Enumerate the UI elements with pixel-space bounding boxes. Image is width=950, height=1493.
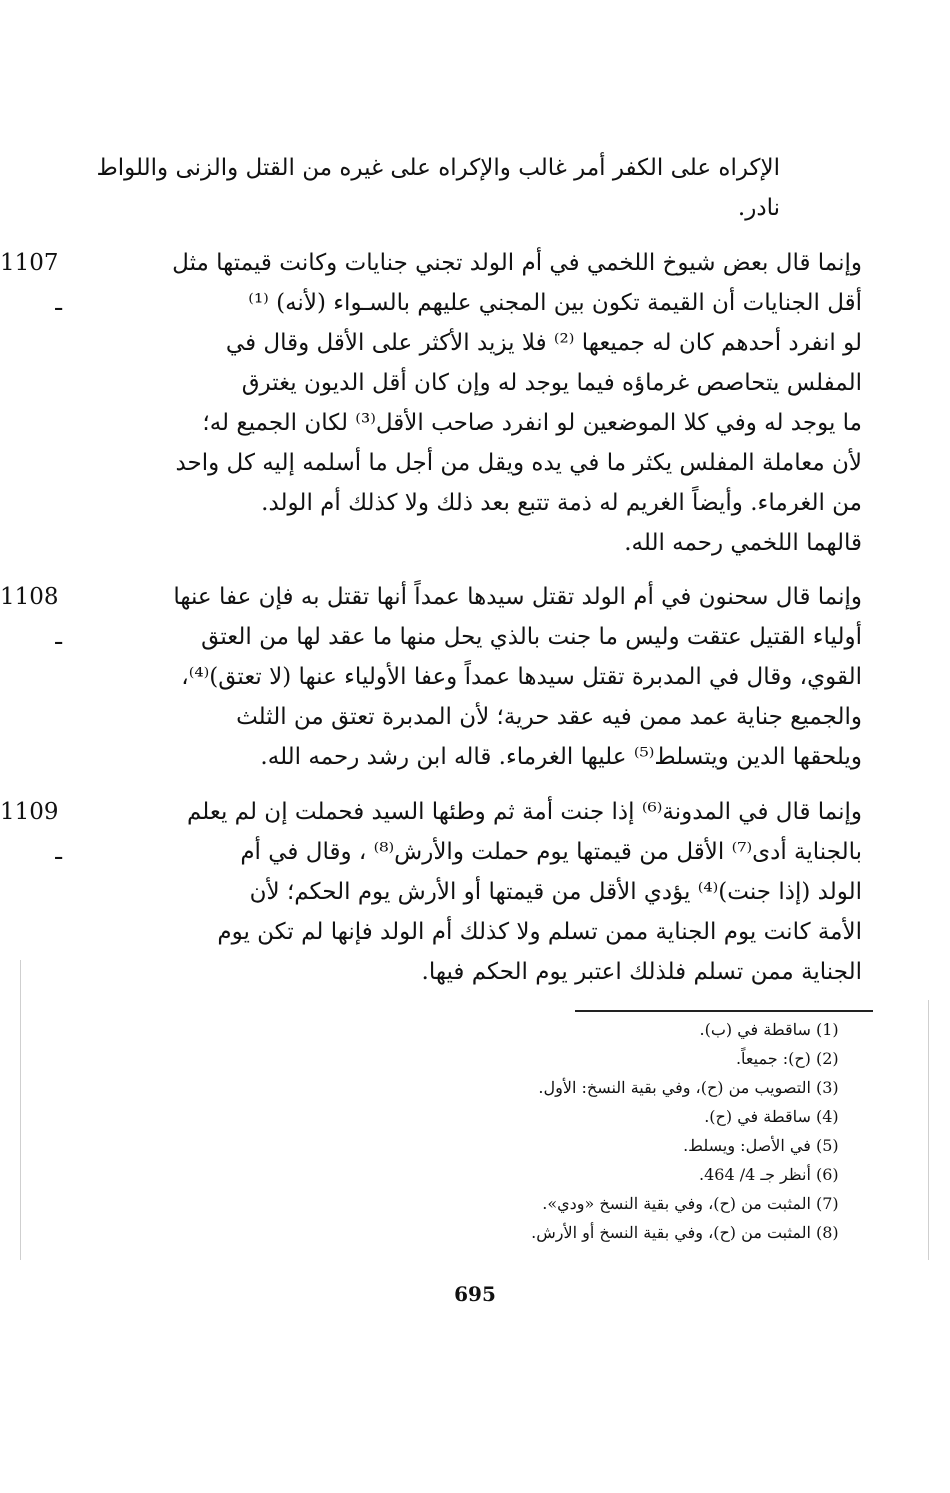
footnote-text: ساقطة في (ب). <box>699 1020 811 1039</box>
text-line: وإنما قال سحنون في أم الولد تقتل سيدها عمداً أنها تقتل به فإن عفا عنها <box>173 584 862 610</box>
page-number: 695 <box>454 1282 496 1306</box>
text-line: نادر. <box>737 195 780 221</box>
footnote-text: ساقطة في (ح). <box>704 1107 811 1126</box>
footnote <box>430 1044 850 1073</box>
text-line: وإنما قال في المدونة⁽⁶⁾ إذا جنت أمة ثم وطئها السيد فحملت إن لم يعلم <box>186 799 862 825</box>
text-line: من الغرماء. وأيضاً الغريم له ذمة تتبع بعد ذلك ولا كذلك أم الولد. <box>261 490 862 516</box>
text-line: القوي، وقال في المدبرة تقتل سيدها عمداً وعفا الأولياء عنها (لا تعتق)⁽⁴⁾، <box>181 664 862 690</box>
footnote-text: في الأصل: ويسلط. <box>683 1136 811 1155</box>
footnote-text: (ح): جميعاً. <box>735 1049 811 1068</box>
text-line: لو انفرد أحدهم كان له جميعها ⁽²⁾ فلا يزيد الأكثر على الأقل وقال في <box>225 330 862 356</box>
footnote <box>430 1015 850 1044</box>
text-line: قالهما اللخمي رحمه الله. <box>624 530 862 556</box>
paragraph-number: 1108 ـ <box>0 584 62 650</box>
scan-edge-line <box>20 960 21 1260</box>
footnote <box>430 1131 850 1160</box>
footnote-number: (1) <box>816 1020 839 1039</box>
footnote-text: التصويب من (ح)، وفي بقية النسخ: الأول. <box>538 1078 811 1097</box>
text-line: الجناية ممن تسلم فلذلك اعتبر يوم الحكم فيها. <box>421 959 862 985</box>
footnote-text: أنظر جـ 4/ 464. <box>698 1165 811 1184</box>
text-line: الأمة كانت يوم الجناية ممن تسلم ولا كذلك أم الولد فإنها لم تكن يوم <box>217 919 862 945</box>
intro-paragraph <box>96 148 780 228</box>
text-line: الإكراه على الكفر أمر غالب والإكراه على غيره من القتل والزنى واللواط <box>96 155 780 181</box>
footnote-text: المثبت من (ح)، وفي بقية النسخ أو الأرش. <box>531 1223 811 1242</box>
text-line: وإنما قال بعض شيوخ اللخمي في أم الولد تجني جنايات وكانت قيمتها مثل <box>172 250 862 276</box>
footnote-number: (7) <box>816 1194 839 1213</box>
footnote-number: (2) <box>816 1049 839 1068</box>
footnote-separator <box>575 1010 873 1012</box>
footnote <box>430 1160 850 1189</box>
text-line: لأن معاملة المفلس يكثر ما في يده ويقل من أجل ما أسلمه إليه كل واحد <box>175 450 862 476</box>
text-line: ما يوجد له وفي كلا الموضعين لو انفرد صاحب الأقل⁽³⁾ لكان الجميع له؛ <box>202 410 862 436</box>
footnote-number: (3) <box>816 1078 839 1097</box>
text-line: والجميع جناية عمد ممن فيه عقد حرية؛ لأن المدبرة تعتق من الثلث <box>236 704 862 730</box>
paragraph-1108 <box>0 577 862 777</box>
text-line: الولد (إذا جنت)⁽⁴⁾ يؤدي الأقل من قيمتها أو الأرش يوم الحكم؛ لأن <box>249 879 862 905</box>
footnote-number: (6) <box>816 1165 839 1184</box>
scan-edge-line <box>928 1000 929 1260</box>
text-line: ويلحقها الدين ويتسلط⁽⁵⁾ عليها الغرماء. قاله ابن رشد رحمه الله. <box>260 744 862 770</box>
text-line: بالجناية أدى⁽⁷⁾ الأقل من قيمتها يوم حملت والأرش⁽⁸⁾ ، وقال في أم <box>240 839 862 865</box>
footnote <box>430 1218 850 1247</box>
text-line: أقل الجنايات أن القيمة تكون بين المجني عليهم بالسـواء (لأنه) ⁽¹⁾ <box>248 290 862 316</box>
paragraph-1109 <box>0 792 862 992</box>
footnotes <box>430 1015 850 1247</box>
footnote <box>430 1073 850 1102</box>
footnote-text: المثبت من (ح)، وفي بقية النسخ «ودي». <box>542 1194 811 1213</box>
footnote <box>430 1102 850 1131</box>
footnote-number: (4) <box>816 1107 839 1126</box>
paragraph-1107 <box>0 243 862 563</box>
text-line: المفلس يتحاصص غرماؤه فيما يوجد له وإن كان أقل الديون يغترق <box>241 370 862 396</box>
text-line: أولياء القتيل عتقت وليس ما جنت بالذي يحل منها ما عقد لها من العتق <box>201 624 862 650</box>
footnote <box>430 1189 850 1218</box>
paragraph-number: 1107 ـ <box>0 250 62 316</box>
footnote-number: (8) <box>816 1223 839 1242</box>
paragraph-number: 1109 ـ <box>0 799 62 865</box>
footnote-number: (5) <box>816 1136 839 1155</box>
